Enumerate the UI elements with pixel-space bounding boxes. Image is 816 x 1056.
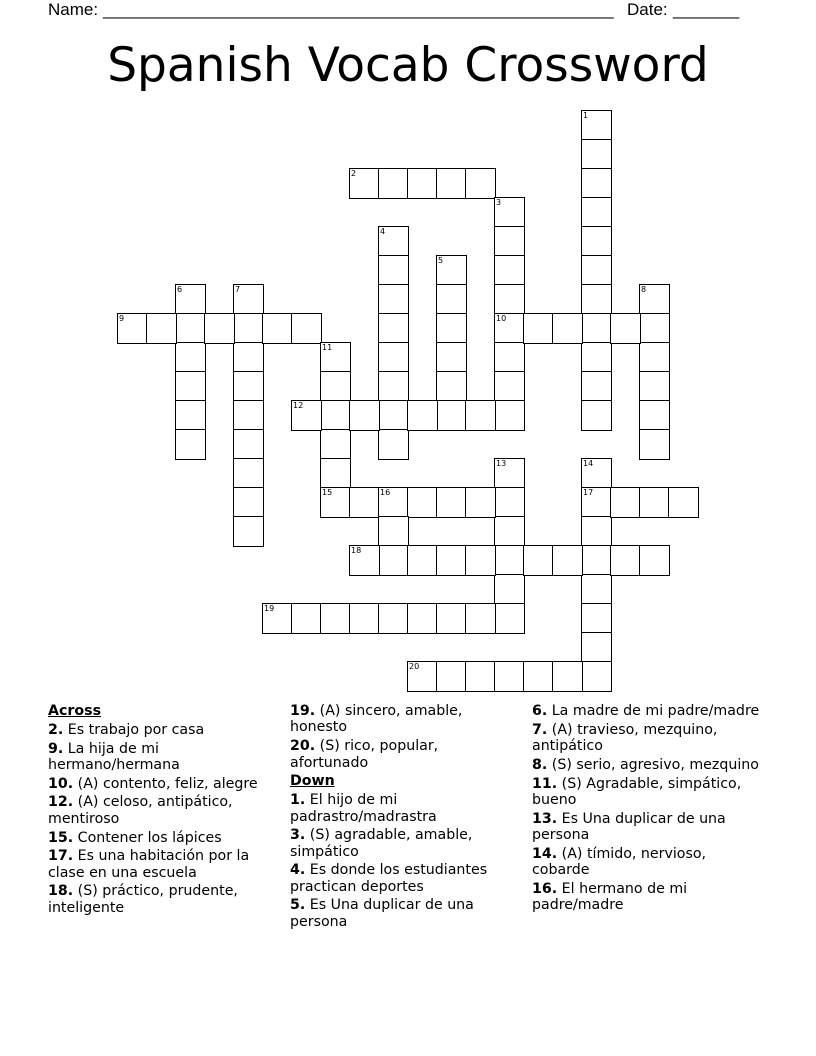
grid-cell[interactable] bbox=[378, 313, 409, 344]
clue-number: 14. bbox=[532, 845, 558, 862]
grid-cell[interactable] bbox=[233, 313, 264, 344]
clue-text: Es donde los estudiantes practican deportes bbox=[290, 862, 488, 895]
grid-cell[interactable] bbox=[494, 661, 525, 692]
grid-cell[interactable] bbox=[581, 139, 612, 170]
grid-cell[interactable] bbox=[639, 371, 670, 402]
grid-cell[interactable] bbox=[378, 429, 409, 460]
grid-cell[interactable] bbox=[581, 313, 612, 344]
grid-cell[interactable] bbox=[523, 313, 554, 344]
clue-number: 12. bbox=[48, 794, 74, 811]
grid-cell[interactable] bbox=[349, 487, 380, 518]
grid-cell[interactable] bbox=[378, 371, 409, 402]
clue-text: (S) agradable, amable, simpático bbox=[290, 827, 473, 860]
grid-cell[interactable] bbox=[320, 400, 351, 431]
clue-number-label: 14 bbox=[583, 459, 594, 468]
grid-cell[interactable] bbox=[320, 603, 351, 634]
grid-cell[interactable] bbox=[494, 545, 525, 576]
grid-cell[interactable] bbox=[465, 168, 496, 199]
grid-cell[interactable] bbox=[610, 545, 641, 576]
grid-cell[interactable] bbox=[146, 313, 177, 344]
grid-cell[interactable] bbox=[175, 371, 206, 402]
clue-number: 4. bbox=[290, 862, 306, 879]
clue-17 bbox=[48, 848, 283, 881]
clue-12 bbox=[48, 794, 283, 827]
clue-number-label: 10 bbox=[496, 314, 507, 323]
clue-number: 18. bbox=[48, 883, 74, 900]
clue-text: (S) Agradable, simpático, bueno bbox=[532, 775, 742, 808]
grid-cell[interactable] bbox=[378, 342, 409, 373]
grid-cell[interactable] bbox=[320, 458, 351, 489]
clue-7 bbox=[532, 722, 767, 755]
grid-cell[interactable] bbox=[407, 400, 438, 431]
grid-cell[interactable] bbox=[639, 400, 670, 431]
clue-text: Es trabajo por casa bbox=[67, 721, 205, 738]
grid-cell[interactable] bbox=[494, 342, 525, 373]
grid-cell[interactable] bbox=[291, 603, 322, 634]
clue-number: 3. bbox=[290, 827, 306, 844]
clue-number: 20. bbox=[290, 738, 316, 755]
clue-number: 1. bbox=[290, 792, 306, 809]
clue-text: Es Una duplicar de una persona bbox=[532, 810, 726, 844]
grid-cell[interactable] bbox=[436, 371, 467, 402]
clue-number: 2. bbox=[48, 721, 64, 738]
grid-cell[interactable] bbox=[407, 661, 438, 692]
grid-cell[interactable] bbox=[581, 516, 612, 547]
grid-cell[interactable] bbox=[233, 342, 264, 373]
grid-cell[interactable] bbox=[407, 487, 438, 518]
grid-cell[interactable] bbox=[581, 110, 612, 141]
clue-18 bbox=[48, 883, 283, 916]
grid-cell[interactable] bbox=[494, 255, 525, 286]
clues-column-2 bbox=[290, 703, 515, 933]
clue-text: (A) tímido, nervioso, cobarde bbox=[532, 845, 707, 879]
grid-cell[interactable] bbox=[639, 545, 670, 576]
grid-cell[interactable] bbox=[552, 661, 583, 692]
clue-number-label: 15 bbox=[322, 488, 333, 497]
grid-cell[interactable] bbox=[436, 284, 467, 315]
grid-cell[interactable] bbox=[436, 255, 467, 286]
clue-text: El hijo de mi padrastro/madrastra bbox=[290, 792, 437, 825]
clue-number-label: 12 bbox=[293, 401, 304, 410]
grid-cell[interactable] bbox=[349, 603, 380, 634]
clue-3 bbox=[290, 827, 515, 860]
grid-cell[interactable] bbox=[320, 429, 351, 460]
name-label: Name: bbox=[48, 0, 99, 19]
clues-column-3 bbox=[532, 703, 767, 916]
grid-cell[interactable] bbox=[407, 603, 438, 634]
grid-cell[interactable] bbox=[639, 342, 670, 373]
clue-4 bbox=[290, 862, 515, 895]
grid-cell[interactable] bbox=[581, 632, 612, 663]
clue-14 bbox=[532, 846, 767, 879]
clue-number: 15. bbox=[48, 829, 74, 846]
clue-number: 7. bbox=[532, 721, 548, 738]
clues-column-1 bbox=[48, 703, 283, 918]
clue-number: 10. bbox=[48, 775, 74, 792]
grid-cell[interactable] bbox=[378, 603, 409, 634]
grid-cell[interactable] bbox=[552, 313, 583, 344]
clue-text: (A) celoso, antipático, mentiroso bbox=[48, 794, 233, 827]
clue-19 bbox=[290, 703, 515, 736]
grid-cell[interactable] bbox=[262, 603, 293, 634]
grid-cell[interactable] bbox=[494, 284, 525, 315]
clue-text: (A) contento, feliz, alegre bbox=[77, 775, 258, 792]
grid-cell[interactable] bbox=[378, 284, 409, 315]
clue-number-label: 7 bbox=[235, 285, 241, 294]
grid-cell[interactable] bbox=[233, 400, 264, 431]
grid-cell[interactable] bbox=[523, 661, 554, 692]
grid-cell[interactable] bbox=[465, 487, 496, 518]
grid-cell[interactable] bbox=[494, 603, 525, 634]
grid-cell[interactable] bbox=[349, 545, 380, 576]
grid-cell[interactable] bbox=[117, 313, 148, 344]
grid-cell[interactable] bbox=[378, 516, 409, 547]
grid-cell[interactable] bbox=[494, 574, 525, 605]
grid-cell[interactable] bbox=[378, 226, 409, 257]
grid-cell[interactable] bbox=[494, 487, 525, 518]
down-heading: Down bbox=[290, 773, 335, 790]
grid-cell[interactable] bbox=[494, 313, 525, 344]
clue-text: (S) práctico, prudente, inteligente bbox=[48, 883, 238, 916]
grid-cell[interactable] bbox=[581, 226, 612, 257]
grid-cell[interactable] bbox=[175, 342, 206, 373]
clue-text: La hija de mi hermano/hermana bbox=[48, 740, 180, 774]
grid-cell[interactable] bbox=[610, 487, 641, 518]
grid-cell[interactable] bbox=[436, 168, 467, 199]
clue-2 bbox=[48, 722, 283, 738]
clue-8 bbox=[532, 757, 767, 773]
grid-cell[interactable] bbox=[233, 371, 264, 402]
clue-number-label: 11 bbox=[322, 343, 333, 352]
grid-cell[interactable] bbox=[349, 168, 380, 199]
date-line[interactable]: _______ bbox=[673, 0, 740, 19]
grid-cell[interactable] bbox=[233, 487, 264, 518]
grid-cell[interactable] bbox=[581, 168, 612, 199]
grid-cell[interactable] bbox=[465, 603, 496, 634]
grid-cell[interactable] bbox=[581, 487, 612, 518]
grid-cell[interactable] bbox=[175, 400, 206, 431]
clue-text: El hermano de mi padre/madre bbox=[532, 880, 688, 914]
clue-number: 6. bbox=[532, 703, 548, 719]
grid-cell[interactable] bbox=[436, 400, 467, 431]
grid-cell[interactable] bbox=[639, 284, 670, 315]
clue-number: 9. bbox=[48, 740, 64, 757]
clue-number-label: 6 bbox=[177, 285, 183, 294]
clue-number: 19. bbox=[290, 703, 316, 719]
grid-cell[interactable] bbox=[581, 255, 612, 286]
grid-cell[interactable] bbox=[581, 197, 612, 228]
clue-text: (A) sincero, amable, honesto bbox=[290, 703, 463, 736]
clue-text: Es una habitación por la clase en una escuela bbox=[48, 848, 250, 881]
grid-cell[interactable] bbox=[639, 313, 670, 344]
grid-cell[interactable] bbox=[494, 458, 525, 489]
grid-cell[interactable] bbox=[581, 458, 612, 489]
grid-cell[interactable] bbox=[436, 661, 467, 692]
clue-number-label: 5 bbox=[438, 256, 444, 265]
grid-cell[interactable] bbox=[639, 487, 670, 518]
grid-cell[interactable] bbox=[233, 429, 264, 460]
grid-cell[interactable] bbox=[349, 400, 380, 431]
page-title: Spanish Vocab Crossword bbox=[107, 38, 709, 93]
grid-cell[interactable] bbox=[436, 342, 467, 373]
clue-number-label: 4 bbox=[380, 227, 386, 236]
across-heading: Across bbox=[48, 703, 102, 719]
clue-6 bbox=[532, 703, 767, 719]
clue-1 bbox=[290, 792, 515, 825]
grid-cell[interactable] bbox=[175, 429, 206, 460]
grid-cell[interactable] bbox=[175, 313, 206, 344]
grid-cell[interactable] bbox=[320, 371, 351, 402]
grid-cell[interactable] bbox=[233, 516, 264, 547]
clue-text: (S) rico, popular, afortunado bbox=[290, 738, 439, 771]
grid-cell[interactable] bbox=[552, 545, 583, 576]
clue-15 bbox=[48, 830, 283, 846]
grid-cell[interactable] bbox=[465, 661, 496, 692]
clue-11 bbox=[532, 776, 767, 809]
clue-number-label: 8 bbox=[641, 285, 647, 294]
clue-text: (S) serio, agresivo, mezquino bbox=[551, 756, 759, 773]
clue-text: Es Una duplicar de una persona bbox=[290, 897, 474, 930]
grid-cell[interactable] bbox=[378, 487, 409, 518]
clue-16 bbox=[532, 881, 767, 914]
grid-cell[interactable] bbox=[494, 371, 525, 402]
clue-number-label: 20 bbox=[409, 662, 420, 671]
clue-number: 16. bbox=[532, 880, 558, 897]
grid-cell[interactable] bbox=[233, 458, 264, 489]
grid-cell[interactable] bbox=[581, 400, 612, 431]
grid-cell[interactable] bbox=[494, 516, 525, 547]
clue-number: 13. bbox=[532, 810, 558, 827]
grid-cell[interactable] bbox=[407, 168, 438, 199]
grid-cell[interactable] bbox=[378, 400, 409, 431]
grid-cell[interactable] bbox=[291, 313, 322, 344]
grid-cell[interactable] bbox=[581, 603, 612, 634]
grid-cell[interactable] bbox=[494, 400, 525, 431]
grid-cell[interactable] bbox=[523, 545, 554, 576]
grid-cell[interactable] bbox=[378, 168, 409, 199]
clue-number-label: 13 bbox=[496, 459, 507, 468]
grid-cell[interactable] bbox=[378, 255, 409, 286]
grid-cell[interactable] bbox=[465, 400, 496, 431]
grid-cell[interactable] bbox=[320, 342, 351, 373]
clue-number-label: 17 bbox=[583, 488, 594, 497]
grid-cell[interactable] bbox=[494, 226, 525, 257]
clue-number-label: 3 bbox=[496, 198, 502, 207]
clue-number-label: 19 bbox=[264, 604, 275, 613]
grid-cell[interactable] bbox=[233, 284, 264, 315]
clue-text: Contener los lápices bbox=[77, 829, 222, 846]
grid-cell[interactable] bbox=[320, 487, 351, 518]
clue-10 bbox=[48, 776, 283, 792]
clue-9 bbox=[48, 741, 283, 774]
grid-cell[interactable] bbox=[407, 545, 438, 576]
grid-cell[interactable] bbox=[581, 284, 612, 315]
grid-cell[interactable] bbox=[436, 603, 467, 634]
clue-number: 17. bbox=[48, 848, 74, 865]
clue-20 bbox=[290, 738, 515, 771]
clue-number-label: 16 bbox=[380, 488, 391, 497]
clue-text: La madre de mi padre/madre bbox=[551, 703, 760, 719]
grid-cell[interactable] bbox=[581, 371, 612, 402]
grid-cell[interactable] bbox=[581, 342, 612, 373]
grid-cell[interactable] bbox=[494, 197, 525, 228]
grid-cell[interactable] bbox=[581, 661, 612, 692]
grid-cell[interactable] bbox=[291, 400, 322, 431]
clue-number: 5. bbox=[290, 897, 306, 914]
clue-number-label: 1 bbox=[583, 111, 589, 120]
grid-cell[interactable] bbox=[262, 313, 293, 344]
clue-number: 8. bbox=[532, 756, 548, 773]
grid-cell[interactable] bbox=[175, 284, 206, 315]
grid-cell[interactable] bbox=[436, 545, 467, 576]
grid-cell[interactable] bbox=[436, 313, 467, 344]
clue-number-label: 18 bbox=[351, 546, 362, 555]
grid-cell[interactable] bbox=[581, 545, 612, 576]
grid-cell[interactable] bbox=[436, 487, 467, 518]
grid-cell[interactable] bbox=[668, 487, 699, 518]
name-line[interactable]: ______________________________________________________ bbox=[103, 0, 614, 19]
grid-cell[interactable] bbox=[378, 545, 409, 576]
grid-cell[interactable] bbox=[639, 429, 670, 460]
grid-cell[interactable] bbox=[204, 313, 235, 344]
clue-13 bbox=[532, 811, 767, 844]
date-label: Date: bbox=[627, 0, 668, 19]
clue-5 bbox=[290, 897, 515, 930]
clue-number-label: 2 bbox=[351, 169, 357, 178]
clue-text: (A) travieso, mezquino, antipático bbox=[532, 721, 718, 755]
clue-number-label: 9 bbox=[119, 314, 125, 323]
grid-cell[interactable] bbox=[610, 313, 641, 344]
grid-cell[interactable] bbox=[581, 574, 612, 605]
clue-number: 11. bbox=[532, 775, 558, 792]
grid-cell[interactable] bbox=[465, 545, 496, 576]
